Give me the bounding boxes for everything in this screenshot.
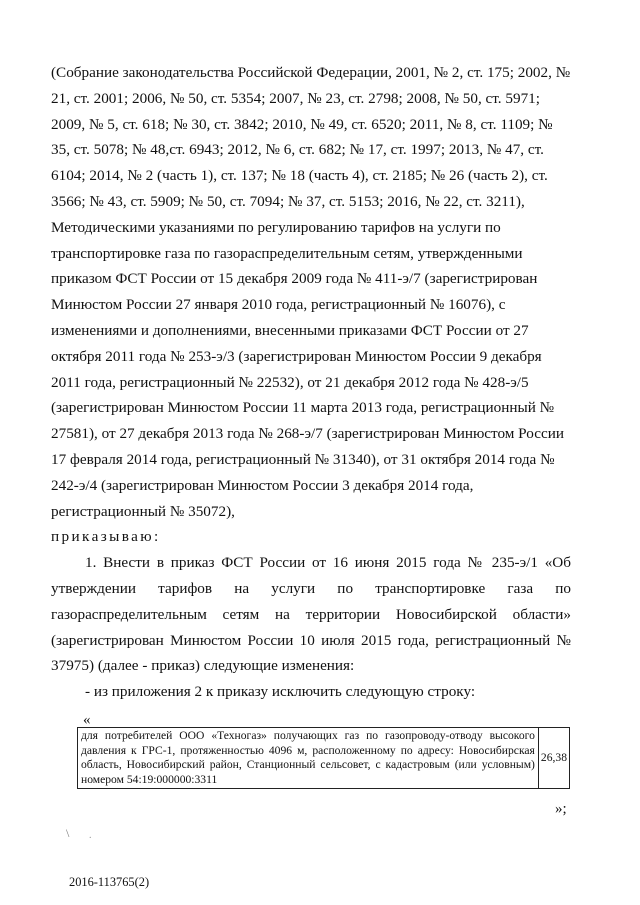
quote-open-mark: «: [83, 712, 91, 728]
paragraph-item-1: 1. Внести в приказ ФСТ России от 16 июня 2015 года № 235-э/1 «Об утверждении тарифов на услуги по транспортировке газа по газораспределительным сетям на территории Новосибирской области» (зарегистрирован Минюстом России 10 июля 2015 года, регистрационный № 37975) (далее - приказ) следующие изменения:: [51, 554, 571, 675]
paragraph-order-word: приказываю:: [51, 528, 161, 546]
document-number-footer: 2016-113765(2): [69, 875, 150, 889]
scan-mark: \: [66, 826, 70, 840]
excluded-row-table: [77, 727, 570, 789]
quote-close-mark: »;: [555, 801, 567, 817]
paragraph-subitem: - из приложения 2 к приказу исключить следующую строку:: [85, 683, 476, 701]
paragraph-legal-basis: (Собрание законодательства Российской Федерации, 2001, № 2, ст. 175; 2002, № 21, ст. 2001; 2006, № 50, ст. 5354; 2007, № 23, ст. 2798; 2008, № 50, ст. 5971; 2009, № 5, ст. 618; № 30, ст. 3842; 2010, № 49, ст. 6520; 2011, № 8, ст. 1109; № 35, ст. 5078; № 48,ст. 6943; 2012, № 6, ст. 682; № 17, ст. 1997; 2013, № 47, ст. 6104; 2014, № 2 (часть 1), ст. 137; № 18 (часть 4), ст. 2185; № 26 (часть 2), ст. 3566; № 43, ст. 5909; № 50, ст. 7094; № 37, ст. 5153; 2016, № 22, ст. 3211), Методическими указаниями по регулированию тарифов на услуги по транспортировке газа по газораспределительным сетям, утвержденными приказом ФСТ России от 15 декабря 2009 года № 411-э/7 (зарегистрирован Минюстом России 27 января 2010 года, регистрационный № 16076), с изменениями и дополнениями, внесенными приказами ФСТ России от 27 октября 2011 года № 253-э/3 (зарегистрирован Минюстом России 9 декабря 2011 года, регистрационный № 22532), от 21 декабря 2012 года № 428-э/5 (зарегистрирован Минюстом России 11 марта 2013 года, регистрационный № 27581), от 27 декабря 2013 года № 268-э/7 (зарегистрирован Минюстом России 17 февраля 2014 года, регистрационный № 31340), от 31 октября 2014 года № 242-э/4 (зарегистрирован Минюстом России 3 декабря 2014 года, регистрационный № 35072),: [51, 64, 571, 520]
table-cell-value: 26,38: [538, 728, 569, 789]
document-body: [51, 60, 571, 705]
scan-dot: .: [89, 830, 92, 841]
table-cell-description: для потребителей ООО «Техногаз» получающих газ по газопроводу-отводу высокого давления к ГРС-1, протяженностью 4096 м, расположенному по адресу: Новосибирская область, Новосибирский район, Станционный сельсовет, с кадастровым (или условным) номером 54:19:000000:3311: [78, 728, 539, 789]
table-row: [78, 728, 570, 789]
